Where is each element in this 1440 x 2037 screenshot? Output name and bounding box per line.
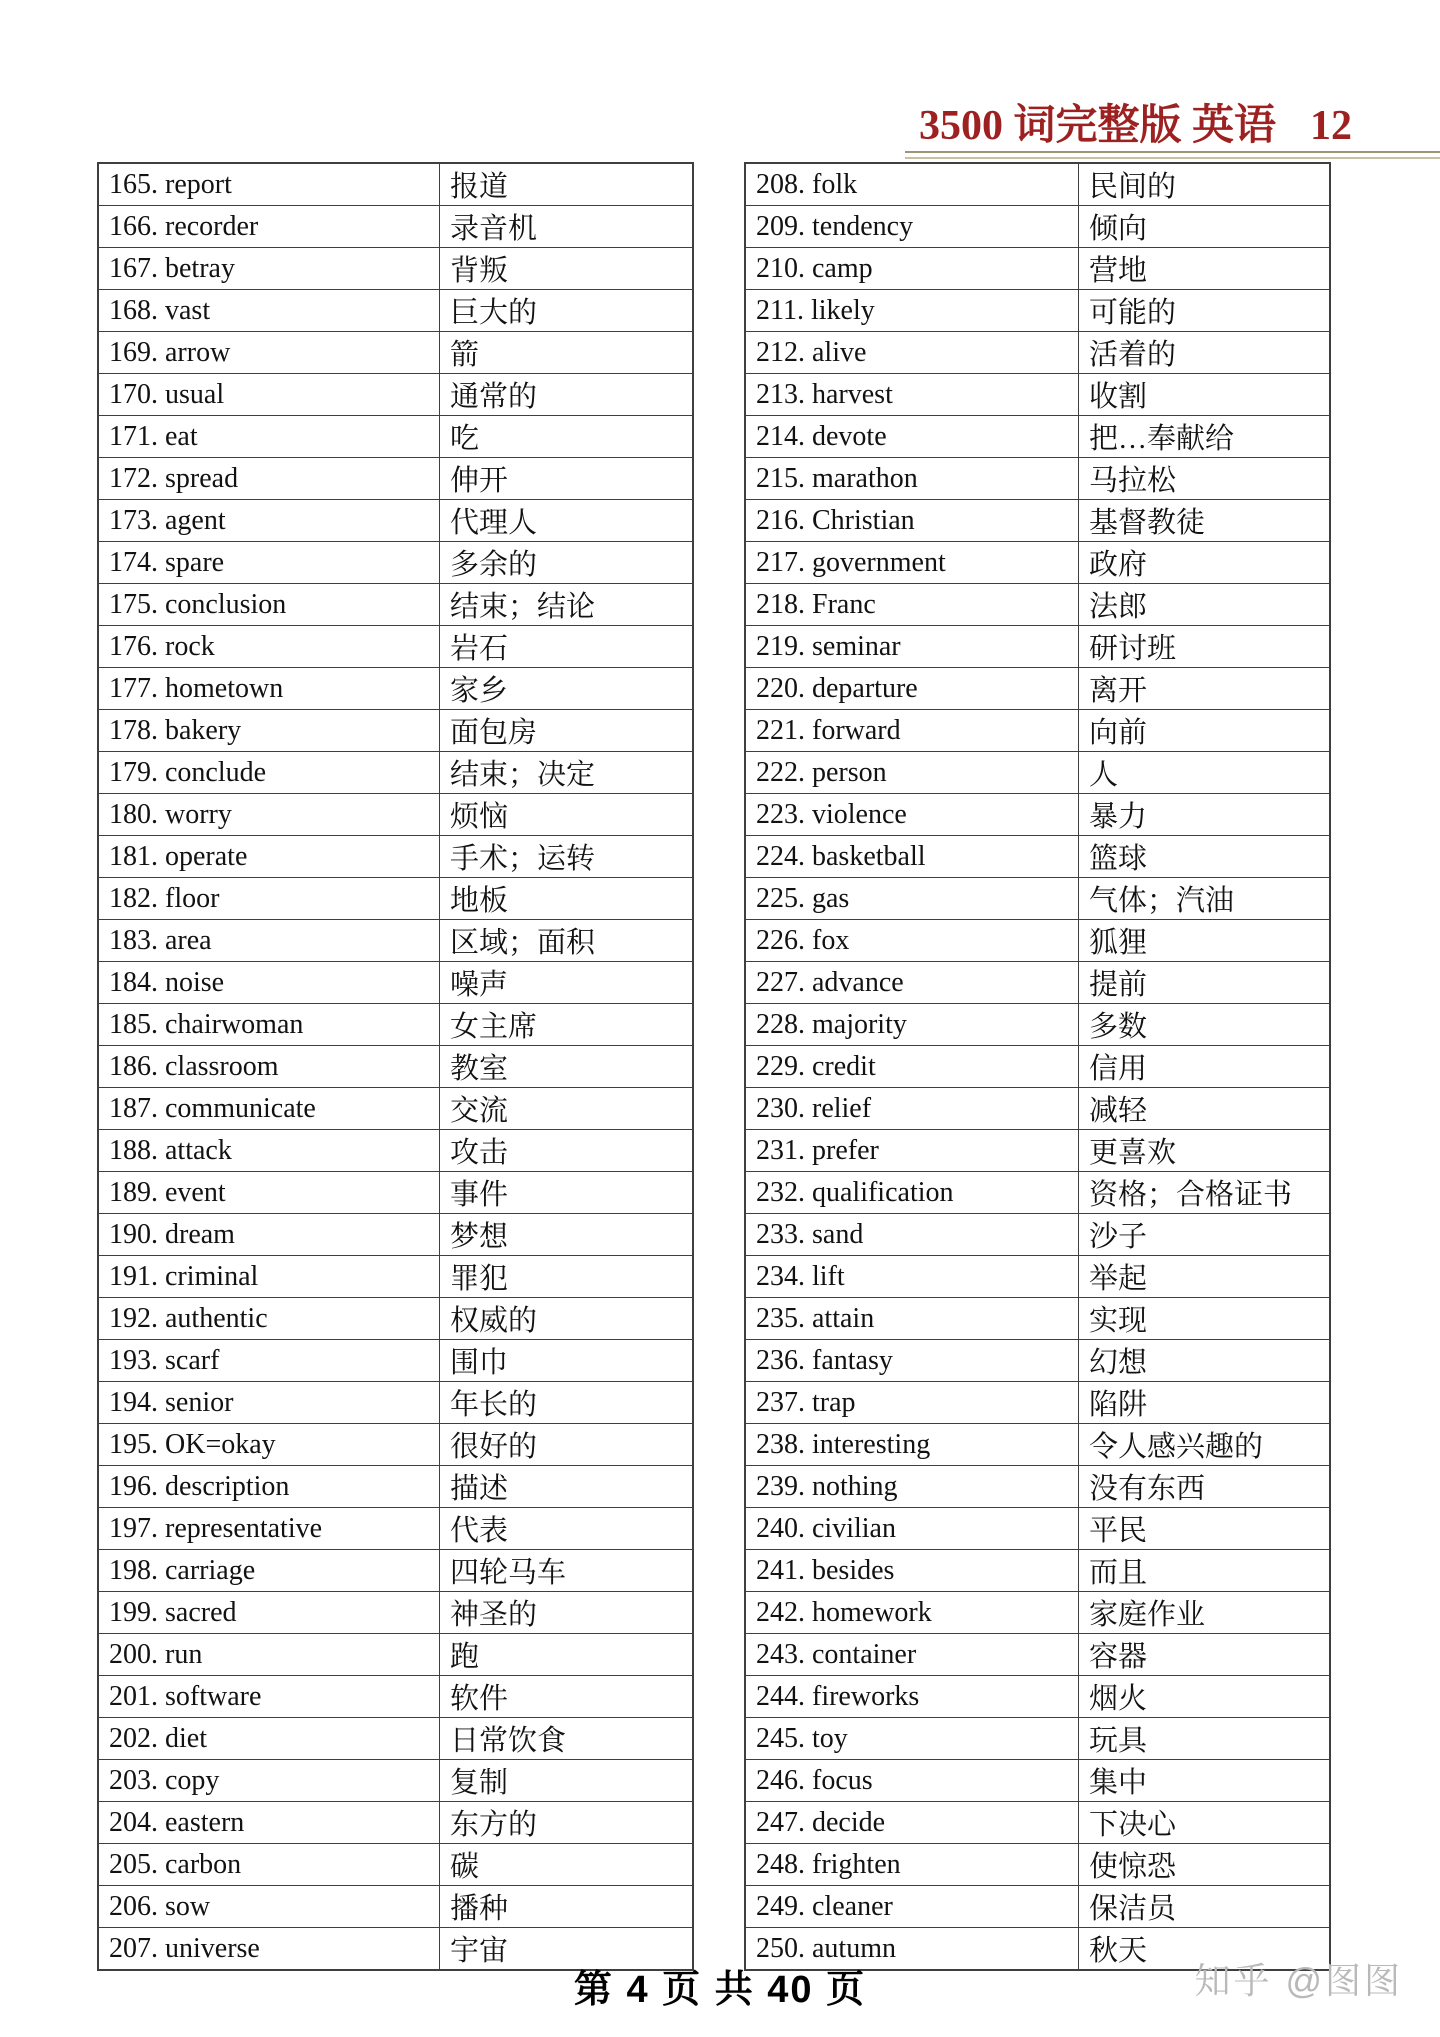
vocab-row	[98, 1760, 693, 1802]
meaning-cell: 政府	[1079, 542, 1331, 584]
word-cell: 174. spare	[98, 542, 440, 584]
meaning-cell: 家乡	[440, 668, 694, 710]
vocab-row	[98, 1592, 693, 1634]
meaning-cell: 巨大的	[440, 290, 694, 332]
meaning-cell: 沙子	[1079, 1214, 1331, 1256]
word-cell: 193. scarf	[98, 1340, 440, 1382]
word-cell: 214. devote	[745, 416, 1079, 458]
page-title-text: 3500 词完整版 英语	[918, 103, 1276, 149]
vocab-row	[745, 1298, 1330, 1340]
word-cell: 229. credit	[745, 1046, 1079, 1088]
vocab-row	[98, 1550, 693, 1592]
vocab-row	[98, 752, 693, 794]
vocab-row	[98, 163, 693, 206]
vocab-row	[98, 374, 693, 416]
word-cell: 245. toy	[745, 1718, 1079, 1760]
meaning-cell: 更喜欢	[1079, 1130, 1331, 1172]
vocab-row	[745, 500, 1330, 542]
word-cell: 168. vast	[98, 290, 440, 332]
meaning-cell: 代表	[440, 1508, 694, 1550]
vocab-row	[98, 1256, 693, 1298]
vocab-row	[745, 1550, 1330, 1592]
vocab-row	[745, 1340, 1330, 1382]
meaning-cell: 罪犯	[440, 1256, 694, 1298]
vocab-row	[745, 1718, 1330, 1760]
meaning-cell: 岩石	[440, 626, 694, 668]
vocab-row	[98, 1088, 693, 1130]
meaning-cell: 提前	[1079, 962, 1331, 1004]
vocab-row	[745, 374, 1330, 416]
meaning-cell: 集中	[1079, 1760, 1331, 1802]
vocab-row	[745, 1004, 1330, 1046]
vocab-row	[98, 920, 693, 962]
meaning-cell: 伸开	[440, 458, 694, 500]
vocab-row	[745, 1214, 1330, 1256]
word-cell: 200. run	[98, 1634, 440, 1676]
word-cell: 209. tendency	[745, 206, 1079, 248]
word-cell: 190. dream	[98, 1214, 440, 1256]
vocab-row	[98, 1466, 693, 1508]
meaning-cell: 基督教徒	[1079, 500, 1331, 542]
meaning-cell: 幻想	[1079, 1340, 1331, 1382]
word-cell: 241. besides	[745, 1550, 1079, 1592]
vocab-row	[98, 1382, 693, 1424]
word-cell: 223. violence	[745, 794, 1079, 836]
vocab-row	[745, 584, 1330, 626]
word-cell: 250. autumn	[745, 1928, 1079, 1971]
word-cell: 173. agent	[98, 500, 440, 542]
word-cell: 176. rock	[98, 626, 440, 668]
word-cell: 178. bakery	[98, 710, 440, 752]
word-cell: 213. harvest	[745, 374, 1079, 416]
meaning-cell: 民间的	[1079, 163, 1331, 206]
meaning-cell: 梦想	[440, 1214, 694, 1256]
meaning-cell: 多数	[1079, 1004, 1331, 1046]
meaning-cell: 手术；运转	[440, 836, 694, 878]
vocab-row	[98, 1886, 693, 1928]
meaning-cell: 法郎	[1079, 584, 1331, 626]
word-cell: 215. marathon	[745, 458, 1079, 500]
meaning-cell: 使惊恐	[1079, 1844, 1331, 1886]
word-cell: 188. attack	[98, 1130, 440, 1172]
meaning-cell: 宇宙	[440, 1928, 694, 1971]
vocab-row	[98, 248, 693, 290]
word-cell: 179. conclude	[98, 752, 440, 794]
meaning-cell: 报道	[440, 163, 694, 206]
word-cell: 165. report	[98, 163, 440, 206]
word-cell: 237. trap	[745, 1382, 1079, 1424]
vocab-row	[98, 1508, 693, 1550]
meaning-cell: 跑	[440, 1634, 694, 1676]
word-cell: 242. homework	[745, 1592, 1079, 1634]
word-cell: 205. carbon	[98, 1844, 440, 1886]
meaning-cell: 烟火	[1079, 1676, 1331, 1718]
vocab-row	[98, 1214, 693, 1256]
word-cell: 239. nothing	[745, 1466, 1079, 1508]
word-cell: 230. relief	[745, 1088, 1079, 1130]
meaning-cell: 陷阱	[1079, 1382, 1331, 1424]
vocab-row	[98, 1802, 693, 1844]
page-title-number: 12	[1310, 103, 1352, 149]
word-cell: 231. prefer	[745, 1130, 1079, 1172]
word-cell: 226. fox	[745, 920, 1079, 962]
word-cell: 232. qualification	[745, 1172, 1079, 1214]
vocab-row	[745, 248, 1330, 290]
vocab-row	[98, 416, 693, 458]
meaning-cell: 气体；汽油	[1079, 878, 1331, 920]
vocab-row	[745, 290, 1330, 332]
vocab-row	[98, 1004, 693, 1046]
meaning-cell: 权威的	[440, 1298, 694, 1340]
word-cell: 247. decide	[745, 1802, 1079, 1844]
word-cell: 194. senior	[98, 1382, 440, 1424]
vocab-table-right	[744, 162, 1331, 1971]
meaning-cell: 女主席	[440, 1004, 694, 1046]
word-cell: 199. sacred	[98, 1592, 440, 1634]
meaning-cell: 代理人	[440, 500, 694, 542]
meaning-cell: 噪声	[440, 962, 694, 1004]
vocab-row	[98, 458, 693, 500]
meaning-cell: 碳	[440, 1844, 694, 1886]
vocab-row	[745, 1634, 1330, 1676]
vocab-row	[745, 836, 1330, 878]
meaning-cell: 保洁员	[1079, 1886, 1331, 1928]
meaning-cell: 马拉松	[1079, 458, 1331, 500]
vocab-row	[745, 416, 1330, 458]
word-cell: 228. majority	[745, 1004, 1079, 1046]
meaning-cell: 离开	[1079, 668, 1331, 710]
meaning-cell: 复制	[440, 1760, 694, 1802]
watermark: 知乎 @图图	[1194, 1960, 1403, 2001]
vocab-row	[98, 500, 693, 542]
word-cell: 183. area	[98, 920, 440, 962]
meaning-cell: 没有东西	[1079, 1466, 1331, 1508]
word-cell: 220. departure	[745, 668, 1079, 710]
meaning-cell: 年长的	[440, 1382, 694, 1424]
vocab-row	[745, 458, 1330, 500]
word-cell: 170. usual	[98, 374, 440, 416]
word-cell: 189. event	[98, 1172, 440, 1214]
word-cell: 249. cleaner	[745, 1886, 1079, 1928]
word-cell: 227. advance	[745, 962, 1079, 1004]
meaning-cell: 资格；合格证书	[1079, 1172, 1331, 1214]
word-cell: 225. gas	[745, 878, 1079, 920]
vocab-row	[745, 1424, 1330, 1466]
meaning-cell: 而且	[1079, 1550, 1331, 1592]
meaning-cell: 可能的	[1079, 290, 1331, 332]
word-cell: 218. Franc	[745, 584, 1079, 626]
word-cell: 234. lift	[745, 1256, 1079, 1298]
meaning-cell: 背叛	[440, 248, 694, 290]
meaning-cell: 结束；结论	[440, 584, 694, 626]
meaning-cell: 神圣的	[440, 1592, 694, 1634]
meaning-cell: 实现	[1079, 1298, 1331, 1340]
word-cell: 240. civilian	[745, 1508, 1079, 1550]
meaning-cell: 举起	[1079, 1256, 1331, 1298]
vocab-row	[745, 920, 1330, 962]
word-cell: 185. chairwoman	[98, 1004, 440, 1046]
word-cell: 172. spread	[98, 458, 440, 500]
vocab-row	[745, 1130, 1330, 1172]
word-cell: 192. authentic	[98, 1298, 440, 1340]
vocab-row	[745, 206, 1330, 248]
word-cell: 187. communicate	[98, 1088, 440, 1130]
vocab-row	[745, 1508, 1330, 1550]
vocab-row	[98, 1340, 693, 1382]
header-underline	[905, 151, 1440, 159]
vocab-row	[98, 1298, 693, 1340]
word-cell: 167. betray	[98, 248, 440, 290]
vocab-row	[745, 1802, 1330, 1844]
word-cell: 177. hometown	[98, 668, 440, 710]
vocab-row	[98, 1844, 693, 1886]
word-cell: 207. universe	[98, 1928, 440, 1971]
word-cell: 204. eastern	[98, 1802, 440, 1844]
word-cell: 217. government	[745, 542, 1079, 584]
meaning-cell: 东方的	[440, 1802, 694, 1844]
word-cell: 166. recorder	[98, 206, 440, 248]
word-cell: 246. focus	[745, 1760, 1079, 1802]
vocab-row	[98, 626, 693, 668]
word-cell: 198. carriage	[98, 1550, 440, 1592]
meaning-cell: 向前	[1079, 710, 1331, 752]
meaning-cell: 四轮马车	[440, 1550, 694, 1592]
meaning-cell: 教室	[440, 1046, 694, 1088]
vocab-row	[745, 962, 1330, 1004]
vocab-row	[98, 962, 693, 1004]
vocab-row	[745, 1844, 1330, 1886]
word-cell: 238. interesting	[745, 1424, 1079, 1466]
vocab-row	[98, 836, 693, 878]
word-cell: 243. container	[745, 1634, 1079, 1676]
word-cell: 197. representative	[98, 1508, 440, 1550]
vocab-row	[98, 794, 693, 836]
word-cell: 195. OK=okay	[98, 1424, 440, 1466]
meaning-cell: 营地	[1079, 248, 1331, 290]
page-number-footer: 第 4 页 共 40 页	[573, 1969, 867, 2011]
meaning-cell: 地板	[440, 878, 694, 920]
meaning-cell: 描述	[440, 1466, 694, 1508]
meaning-cell: 篮球	[1079, 836, 1331, 878]
word-cell: 186. classroom	[98, 1046, 440, 1088]
word-cell: 219. seminar	[745, 626, 1079, 668]
vocab-row	[98, 584, 693, 626]
word-cell: 248. frighten	[745, 1844, 1079, 1886]
word-cell: 221. forward	[745, 710, 1079, 752]
word-cell: 235. attain	[745, 1298, 1079, 1340]
word-cell: 208. folk	[745, 163, 1079, 206]
vocab-row	[745, 1466, 1330, 1508]
vocab-row	[745, 1760, 1330, 1802]
vocab-row	[745, 626, 1330, 668]
meaning-cell: 交流	[440, 1088, 694, 1130]
word-cell: 196. description	[98, 1466, 440, 1508]
word-cell: 191. criminal	[98, 1256, 440, 1298]
vocab-row	[745, 752, 1330, 794]
meaning-cell: 通常的	[440, 374, 694, 416]
meaning-cell: 人	[1079, 752, 1331, 794]
meaning-cell: 信用	[1079, 1046, 1331, 1088]
vocab-row	[745, 1256, 1330, 1298]
page-title	[919, 103, 1352, 149]
meaning-cell: 狐狸	[1079, 920, 1331, 962]
word-cell: 244. fireworks	[745, 1676, 1079, 1718]
meaning-cell: 家庭作业	[1079, 1592, 1331, 1634]
vocab-row	[98, 1046, 693, 1088]
meaning-cell: 事件	[440, 1172, 694, 1214]
word-cell: 216. Christian	[745, 500, 1079, 542]
word-cell: 224. basketball	[745, 836, 1079, 878]
meaning-cell: 很好的	[440, 1424, 694, 1466]
vocab-row	[745, 1088, 1330, 1130]
vocab-row	[745, 332, 1330, 374]
word-cell: 236. fantasy	[745, 1340, 1079, 1382]
meaning-cell: 暴力	[1079, 794, 1331, 836]
vocab-row	[745, 668, 1330, 710]
meaning-cell: 玩具	[1079, 1718, 1331, 1760]
meaning-cell: 烦恼	[440, 794, 694, 836]
vocab-row	[98, 332, 693, 374]
meaning-cell: 减轻	[1079, 1088, 1331, 1130]
meaning-cell: 倾向	[1079, 206, 1331, 248]
word-cell: 222. person	[745, 752, 1079, 794]
meaning-cell: 播种	[440, 1886, 694, 1928]
word-cell: 210. camp	[745, 248, 1079, 290]
meaning-cell: 多余的	[440, 542, 694, 584]
meaning-cell: 秋天	[1079, 1928, 1331, 1971]
vocab-row	[98, 878, 693, 920]
vocab-row	[745, 542, 1330, 584]
meaning-cell: 收割	[1079, 374, 1331, 416]
word-cell: 175. conclusion	[98, 584, 440, 626]
vocab-row	[98, 668, 693, 710]
vocab-row	[745, 1382, 1330, 1424]
meaning-cell: 录音机	[440, 206, 694, 248]
word-cell: 171. eat	[98, 416, 440, 458]
vocab-row	[98, 710, 693, 752]
vocab-row	[745, 1886, 1330, 1928]
meaning-cell: 面包房	[440, 710, 694, 752]
word-cell: 169. arrow	[98, 332, 440, 374]
word-cell: 201. software	[98, 1676, 440, 1718]
vocab-row	[745, 878, 1330, 920]
vocab-row	[98, 206, 693, 248]
word-cell: 180. worry	[98, 794, 440, 836]
vocab-row	[98, 290, 693, 332]
vocab-row	[745, 1676, 1330, 1718]
meaning-cell: 吃	[440, 416, 694, 458]
meaning-cell: 下决心	[1079, 1802, 1331, 1844]
meaning-cell: 日常饮食	[440, 1718, 694, 1760]
meaning-cell: 结束；决定	[440, 752, 694, 794]
word-cell: 181. operate	[98, 836, 440, 878]
meaning-cell: 研讨班	[1079, 626, 1331, 668]
word-cell: 206. sow	[98, 1886, 440, 1928]
vocab-row	[98, 1130, 693, 1172]
meaning-cell: 平民	[1079, 1508, 1331, 1550]
meaning-cell: 箭	[440, 332, 694, 374]
vocab-row	[745, 1592, 1330, 1634]
vocab-row	[745, 1046, 1330, 1088]
meaning-cell: 攻击	[440, 1130, 694, 1172]
meaning-cell: 容器	[1079, 1634, 1331, 1676]
meaning-cell: 围巾	[440, 1340, 694, 1382]
vocab-row	[98, 1424, 693, 1466]
meaning-cell: 软件	[440, 1676, 694, 1718]
vocab-row	[98, 542, 693, 584]
vocab-row	[745, 710, 1330, 752]
word-cell: 182. floor	[98, 878, 440, 920]
word-cell: 184. noise	[98, 962, 440, 1004]
vocab-row	[98, 1634, 693, 1676]
word-cell: 203. copy	[98, 1760, 440, 1802]
vocab-row	[745, 794, 1330, 836]
vocab-row	[98, 1172, 693, 1214]
vocab-table-left	[97, 162, 694, 1971]
word-cell: 211. likely	[745, 290, 1079, 332]
vocab-row	[745, 163, 1330, 206]
meaning-cell: 活着的	[1079, 332, 1331, 374]
vocab-row	[98, 1676, 693, 1718]
vocab-row	[745, 1172, 1330, 1214]
meaning-cell: 令人感兴趣的	[1079, 1424, 1331, 1466]
word-cell: 233. sand	[745, 1214, 1079, 1256]
meaning-cell: 把…奉献给	[1079, 416, 1331, 458]
word-cell: 202. diet	[98, 1718, 440, 1760]
word-cell: 212. alive	[745, 332, 1079, 374]
meaning-cell: 区域；面积	[440, 920, 694, 962]
vocab-row	[98, 1718, 693, 1760]
